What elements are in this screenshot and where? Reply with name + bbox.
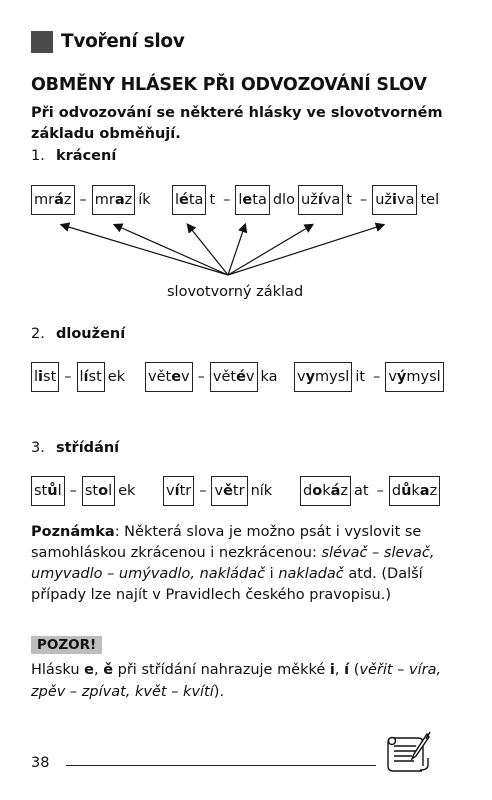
- letter: í: [344, 662, 350, 678]
- arrow-line: [62, 225, 228, 275]
- section-2-title: [31, 326, 125, 342]
- pozor-text: ,: [334, 662, 345, 678]
- arrow-line: [115, 225, 228, 275]
- word-box: stol: [82, 476, 115, 506]
- note-label: Poznámka: [31, 524, 115, 540]
- word-box: vymysl: [294, 362, 352, 392]
- dash: –: [197, 369, 205, 385]
- word-box: výmysl: [385, 362, 443, 392]
- word-box: uživa: [372, 185, 417, 215]
- note-example: slévač – slevač, umyvadlo – umývadlo, nakládač: [31, 545, 435, 582]
- suffix: ka: [260, 369, 278, 385]
- example-stul: [31, 476, 138, 506]
- word-box: mráz: [31, 185, 75, 215]
- dash: –: [373, 369, 381, 385]
- word-box: léta: [172, 185, 206, 215]
- pozor-text: ).: [213, 684, 225, 700]
- arrow-line: [228, 225, 383, 275]
- example-vitr: [163, 476, 275, 506]
- suffix: ek: [107, 369, 126, 385]
- footer-rule: [66, 765, 376, 766]
- suffix: t: [346, 192, 352, 208]
- section-number: 1.: [31, 148, 45, 164]
- note-text: i: [265, 566, 279, 582]
- dash: –: [69, 483, 77, 499]
- word-box: leta: [235, 185, 269, 215]
- arrow-line: [228, 225, 312, 275]
- section-heading: OBMĚNY HLÁSEK PŘI ODVOZOVÁNÍ SLOV: [31, 75, 427, 95]
- note-example: nakladač: [278, 566, 344, 582]
- dash: –: [376, 483, 384, 499]
- section-title: krácení: [56, 148, 117, 164]
- word-box: mraz: [92, 185, 136, 215]
- chapter-title: Tvoření slov: [61, 31, 185, 52]
- suffix: t: [209, 192, 216, 208]
- example-vymysl: [294, 362, 444, 392]
- section-number: 3.: [31, 440, 45, 456]
- note-text: : Některá slova je možno psát i vyslovit se samohláskou zkrácenou i nezkrácenou:: [31, 524, 422, 561]
- word-box: větev: [145, 362, 193, 392]
- suffix: at: [354, 483, 369, 499]
- word-box: důkaz: [389, 476, 440, 506]
- letter: e: [84, 662, 94, 678]
- suffix: ník: [250, 483, 273, 499]
- pozor-text: při střídání nahrazuje měkké: [113, 662, 330, 678]
- word-box: líst: [77, 362, 105, 392]
- note-paragraph: [31, 522, 471, 606]
- pozor-paragraph: [31, 659, 471, 703]
- section-number: 2.: [31, 326, 45, 342]
- suffix: tel: [420, 192, 440, 208]
- word-box: dokáz: [300, 476, 351, 506]
- scroll-and-quill-icon: [384, 730, 434, 776]
- pozor-text: (: [349, 662, 360, 678]
- example-dokaz: [300, 476, 440, 506]
- example-list: [31, 362, 128, 392]
- page-number: 38: [31, 755, 50, 771]
- word-box: větr: [211, 476, 247, 506]
- suffix: it: [355, 369, 366, 385]
- pozor-badge: POZOR!: [31, 636, 102, 654]
- section-title: střídání: [56, 440, 120, 456]
- word-box: vítr: [163, 476, 194, 506]
- section-3-title: [31, 440, 119, 456]
- pozor-text: ,: [93, 662, 104, 678]
- word-box: větév: [210, 362, 258, 392]
- pozor-example: věřit – víra, zpěv – zpívat, květ – kvítí: [31, 662, 442, 700]
- letter: i: [329, 662, 335, 678]
- word-box: užíva: [298, 185, 343, 215]
- suffix: ík: [138, 192, 151, 208]
- section-title: dloužení: [56, 326, 126, 342]
- dash: –: [359, 192, 368, 208]
- arrow-line: [188, 225, 228, 275]
- dash: –: [64, 369, 72, 385]
- pozor-text: Hlásku: [31, 662, 85, 678]
- dash: –: [79, 192, 87, 208]
- example-vetev: [145, 362, 281, 392]
- arrows-diagram: [0, 0, 492, 300]
- letter: ě: [103, 662, 114, 678]
- zaklad-label: slovotvorný základ: [167, 284, 304, 300]
- dash: –: [199, 483, 207, 499]
- word-box: stůl: [31, 476, 65, 506]
- suffix: ek: [118, 483, 136, 499]
- intro-text: Při odvozování se některé hlásky ve slovotvorném základu obměňují.: [31, 105, 443, 142]
- dash: –: [223, 192, 231, 208]
- word-box: list: [31, 362, 59, 392]
- note-text: atd. (Další případy lze najít v Pravidlech českého pravopisu.): [31, 566, 423, 603]
- arrow-line: [228, 225, 245, 275]
- suffix: dlo: [272, 192, 295, 208]
